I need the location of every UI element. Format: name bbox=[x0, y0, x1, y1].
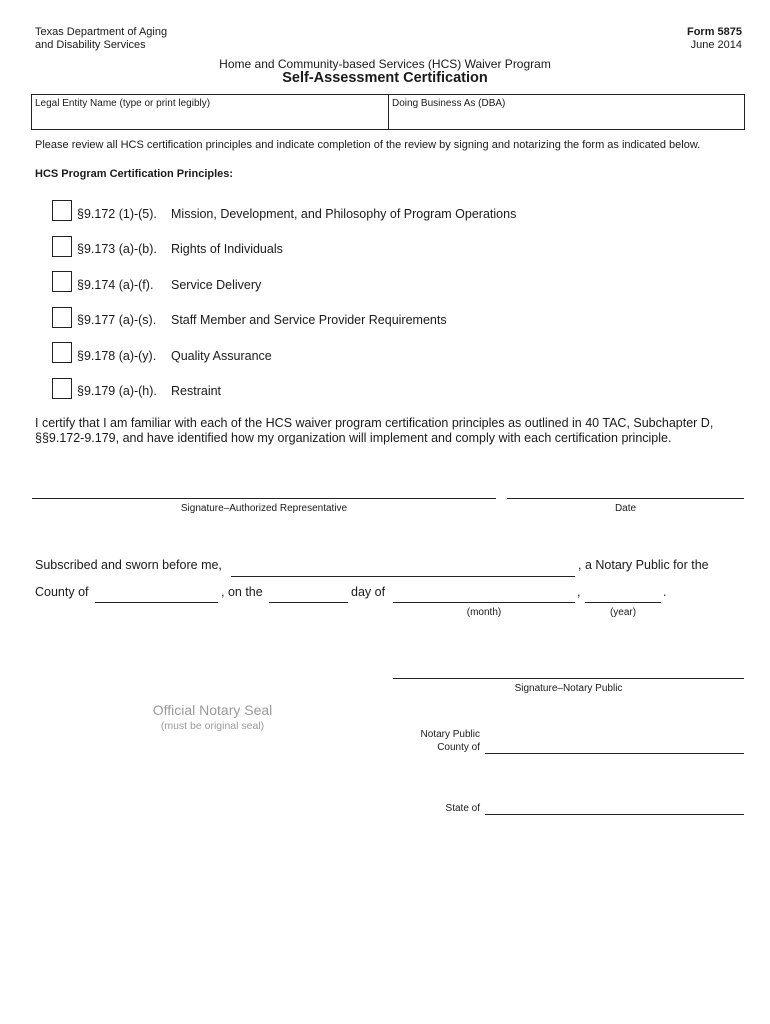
agency-line-2: and Disability Services bbox=[35, 39, 146, 51]
month-label: (month) bbox=[466, 607, 502, 618]
form-number: Form 5875 bbox=[686, 26, 742, 38]
principle-description: Rights of Individuals bbox=[171, 242, 283, 256]
agency-name bbox=[35, 26, 167, 52]
notary-public-text: Notary Public bbox=[420, 729, 480, 740]
principle-description: Service Delivery bbox=[171, 278, 262, 292]
date-line[interactable] bbox=[507, 498, 744, 499]
notary-county-label: County of bbox=[437, 742, 480, 753]
principle-code: §9.177 (a)-(s). bbox=[77, 313, 157, 327]
principle-checkbox[interactable] bbox=[52, 236, 72, 257]
month-line[interactable] bbox=[393, 602, 575, 603]
certify-line-1: I certify that I am familiar with each of the HCS waiver program certification principles as outlined in 40 TAC, Subchapter D, bbox=[35, 416, 714, 430]
on-the-text: , on the bbox=[221, 585, 263, 599]
principle-code: §9.174 (a)-(f). bbox=[77, 278, 154, 292]
county-of-text: County of bbox=[35, 585, 89, 599]
seal-subtitle: (must be original seal) bbox=[160, 720, 265, 732]
seal-title: Official Notary Seal bbox=[152, 702, 273, 718]
rep-signature-label: Signature–Authorized Representative bbox=[180, 503, 348, 514]
rep-signature-line[interactable] bbox=[32, 498, 496, 499]
county-line[interactable] bbox=[95, 602, 218, 603]
notary-public-for-text: , a Notary Public for the bbox=[578, 558, 709, 572]
principle-checkbox[interactable] bbox=[52, 378, 72, 399]
legal-entity-name-label: Legal Entity Name (type or print legibly) bbox=[35, 98, 211, 109]
principle-code: §9.172 (1)-(5). bbox=[77, 207, 157, 221]
certification-statement bbox=[35, 416, 713, 446]
principle-code: §9.179 (a)-(h). bbox=[77, 384, 157, 398]
principle-description: Staff Member and Service Provider Requirements bbox=[171, 313, 447, 327]
principle-code: §9.173 (a)-(b). bbox=[77, 242, 157, 256]
comma-text: , bbox=[577, 585, 581, 599]
principle-description: Restraint bbox=[171, 384, 222, 398]
instructions: Please review all HCS certification principles and indicate completion of the review by signing and notarizing the form as indicated below. bbox=[35, 139, 701, 151]
notary-county-line[interactable] bbox=[485, 753, 744, 754]
state-of-label: State of bbox=[445, 803, 480, 814]
date-label: Date bbox=[614, 503, 637, 514]
principle-checkbox[interactable] bbox=[52, 342, 72, 363]
dba-label: Doing Business As (DBA) bbox=[392, 98, 506, 109]
subscribed-text: Subscribed and sworn before me, bbox=[35, 558, 222, 572]
day-line[interactable] bbox=[269, 602, 348, 603]
period-text: . bbox=[663, 585, 667, 599]
certify-line-2: §§9.172-9.179, and have identified how my organization will implement and comply with each certification principle. bbox=[35, 431, 672, 445]
principle-code: §9.178 (a)-(y). bbox=[77, 349, 157, 363]
year-line[interactable] bbox=[585, 602, 661, 603]
notary-signature-label: Signature–Notary Public bbox=[514, 683, 623, 694]
day-of-text: day of bbox=[351, 585, 386, 599]
page-title: Self-Assessment Certification bbox=[282, 70, 488, 86]
principle-checkbox[interactable] bbox=[52, 307, 72, 328]
principle-description: Mission, Development, and Philosophy of Program Operations bbox=[171, 207, 517, 221]
notary-signature-line[interactable] bbox=[393, 678, 744, 679]
program-name: Home and Community-based Services (HCS) Waiver Program bbox=[219, 57, 551, 71]
agency-line-1: Texas Department of Aging bbox=[35, 26, 168, 38]
notary-name-line[interactable] bbox=[231, 576, 575, 577]
form-id bbox=[687, 26, 742, 52]
form-date: June 2014 bbox=[690, 39, 742, 51]
legal-entity-name-field[interactable] bbox=[32, 95, 389, 129]
principle-checkbox[interactable] bbox=[52, 200, 72, 221]
principles-heading: HCS Program Certification Principles: bbox=[35, 168, 234, 180]
entity-table bbox=[31, 94, 745, 130]
principle-checkbox[interactable] bbox=[52, 271, 72, 292]
state-line[interactable] bbox=[485, 814, 744, 815]
principle-description: Quality Assurance bbox=[171, 349, 272, 363]
dba-field[interactable] bbox=[389, 95, 744, 129]
year-label: (year) bbox=[609, 607, 637, 618]
